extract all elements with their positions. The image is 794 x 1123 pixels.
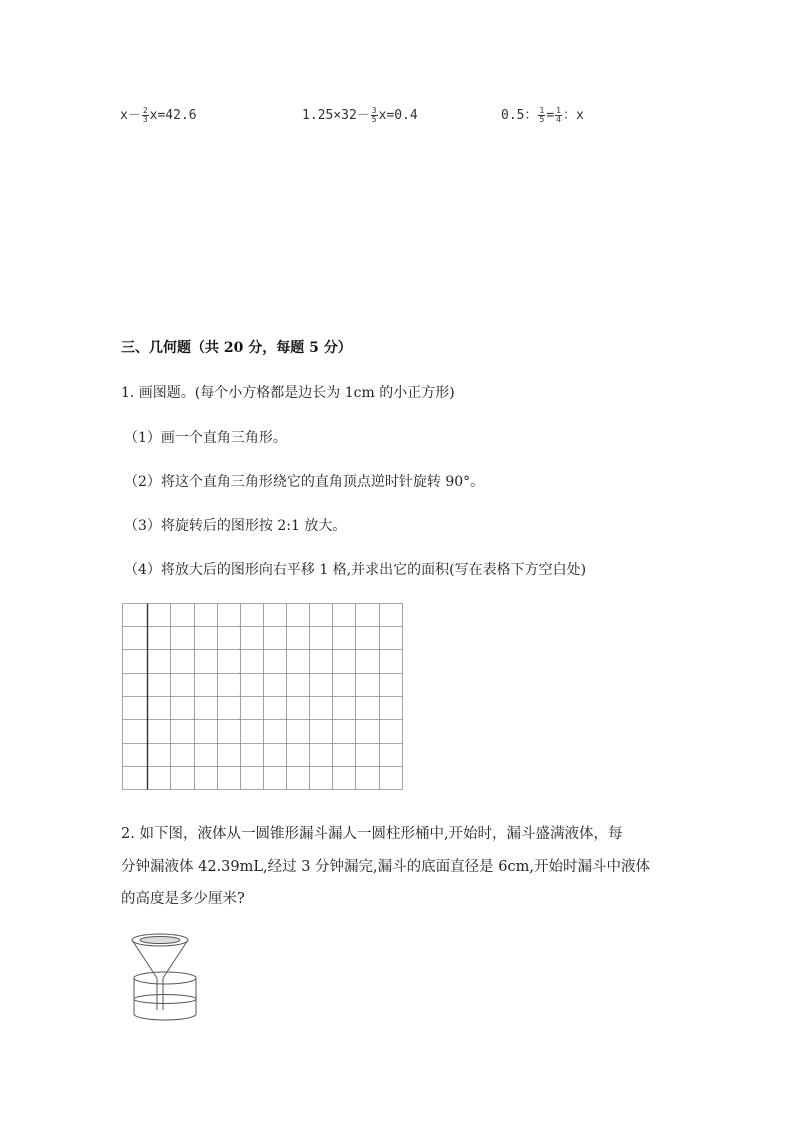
equation-1-suffix: x=42.6 bbox=[149, 108, 197, 123]
question-1-step: （4）将放大后的图形向右平移 1 格,并求出它的面积(写在表格下方空白处) bbox=[124, 562, 587, 578]
section-title: 三、几何题（共 20 分，每题 5 分） bbox=[121, 340, 352, 356]
question-2-line: 的高度是多少厘米? bbox=[121, 891, 245, 907]
fraction bbox=[371, 107, 378, 124]
funnel-cylinder-diagram bbox=[130, 928, 198, 1023]
fraction-denominator: 5 bbox=[539, 115, 545, 124]
drawing-grid[interactable] bbox=[122, 603, 404, 791]
fraction-numerator: 3 bbox=[371, 106, 377, 115]
funnel-liquid-surface bbox=[140, 937, 180, 944]
equation-3-prefix: 0.5： bbox=[501, 108, 538, 123]
fraction-denominator: 3 bbox=[142, 115, 148, 124]
fraction-numerator: 1 bbox=[556, 106, 561, 115]
grid-dots bbox=[193, 625, 287, 720]
equals-sign: = bbox=[546, 108, 555, 123]
cylinder-bottom bbox=[134, 1014, 196, 1020]
fraction bbox=[555, 107, 562, 124]
question-1-step: （1）画一个直角三角形。 bbox=[124, 430, 287, 446]
question-1-step: （3）将旋转后的图形按 2:1 放大。 bbox=[124, 518, 347, 534]
equation-2-prefix: 1.25×32－ bbox=[302, 108, 370, 123]
question-2-line: 分钟漏液体 42.39mL,经过 3 分钟漏完,漏斗的底面直径是 6cm,开始时漏斗中液体 bbox=[121, 859, 650, 875]
fraction-numerator: 2 bbox=[142, 106, 148, 115]
cylinder-liquid-level bbox=[134, 995, 196, 1004]
equation-2 bbox=[302, 104, 418, 124]
equation-1 bbox=[120, 104, 197, 124]
question-1-step: （2）将这个直角三角形绕它的直角顶点逆时针旋转 90°。 bbox=[124, 474, 485, 490]
equation-3 bbox=[501, 104, 584, 124]
question-2-line: 2. 如下图，液体从一圆锥形漏斗漏人一圆柱形桶中,开始时，漏斗盛满液体，每 bbox=[121, 826, 623, 842]
fraction-denominator: 5 bbox=[371, 115, 377, 124]
funnel-spout bbox=[157, 978, 163, 1010]
fraction bbox=[538, 107, 545, 124]
equation-1-prefix: x－ bbox=[120, 108, 141, 123]
equation-2-suffix: x=0.4 bbox=[378, 108, 418, 123]
fraction-denominator: 4 bbox=[556, 115, 561, 124]
fraction bbox=[142, 107, 149, 124]
question-1-title: 1. 画图题。(每个小方格都是边长为 1cm 的小正方形) bbox=[121, 385, 455, 401]
fraction-numerator: 1 bbox=[539, 106, 545, 115]
equation-3-suffix: ：x bbox=[562, 108, 584, 123]
cylinder-top bbox=[134, 972, 196, 984]
